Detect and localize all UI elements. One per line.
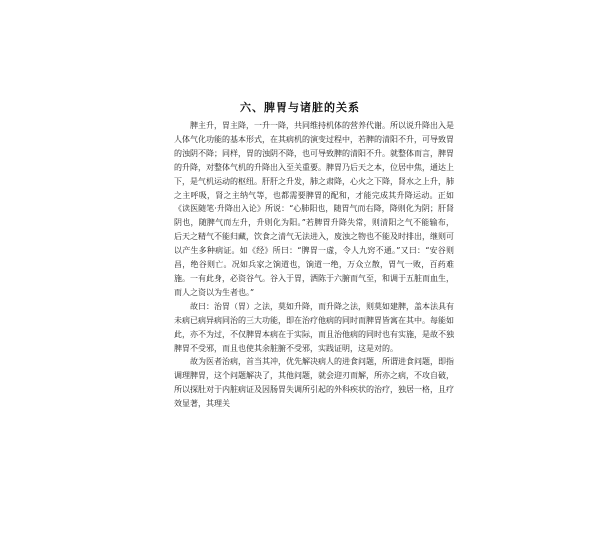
section-heading: 六、脾胃与诸脏的关系 [240,101,360,114]
paragraph: 故曰：治胃（胃）之法，莫如升降，而升降之法，则莫如建脾，盖本法具有未病已病异病同治的三大功能，即在治疗他病的同时而脾胃皆寓在其中。每能如此，亦不为过，不仅脾胃本病在于实际，而且治他病的同时也有实施，是故不独脾胃不受邪，而且也使其余脏腑不受邪，实践证明，这是对的。 [174,301,454,353]
body-text [174,119,454,411]
paragraph: 脾主升，胃主降，一升一降，共同维持机体的营养代谢。所以说升降出入是人体气化功能的基本形式，在其病机的演变过程中，若脾的清阳不升，可导致胃的浊阴不降；同样，胃的浊阴不降，也可导致脾的清阳不升。就整体而言，脾胃的升降，对整体气机的升降出入至关重要。脾胃乃后天之本，位居中焦，通达上下，是气机运动的枢纽。肝肝之升发，肺之肃降，心火之下降，肾水之上升，肺之主呼吸，肾之主纳气等，也都需要脾胃的配和，才能完成其升降运动。正如《读医随笔·升降出入论》所说：“心肺阳也，随胃气而右降，降则化为阴；肝肾阴也，随脾气而左升，升则化为阳。”若脾胃升降失常，则清阳之气不能输布，后天之精气不能归藏，饮食之清气无法进入，废浊之物也不能及时排出，继则可以产生多种病证。如《经》所曰：“脾胃一虚，令人九窍不通。”又曰：“安谷则昌，绝谷则亡。况如兵家之饷道也，饷道一绝，万众立散，胃气一败，百药难施。一有此身，必资谷气。谷入于胃，洒陈于六腑而气至，和调于五脏而血生，而人之资以为生者也。” [174,121,454,297]
paragraph: 故为医者治病，首当其冲，优先解决病人的进食问题，所谓进食问题，即指调理脾胃，这个问题解决了，其他问题，就会迎刃而解，所亦之病，不攻自破，所以探肚对于内脏病证及因肠胃失调所引起的外科疾状的治疗，独居一格，且疗效显著，其理关 [174,357,454,409]
